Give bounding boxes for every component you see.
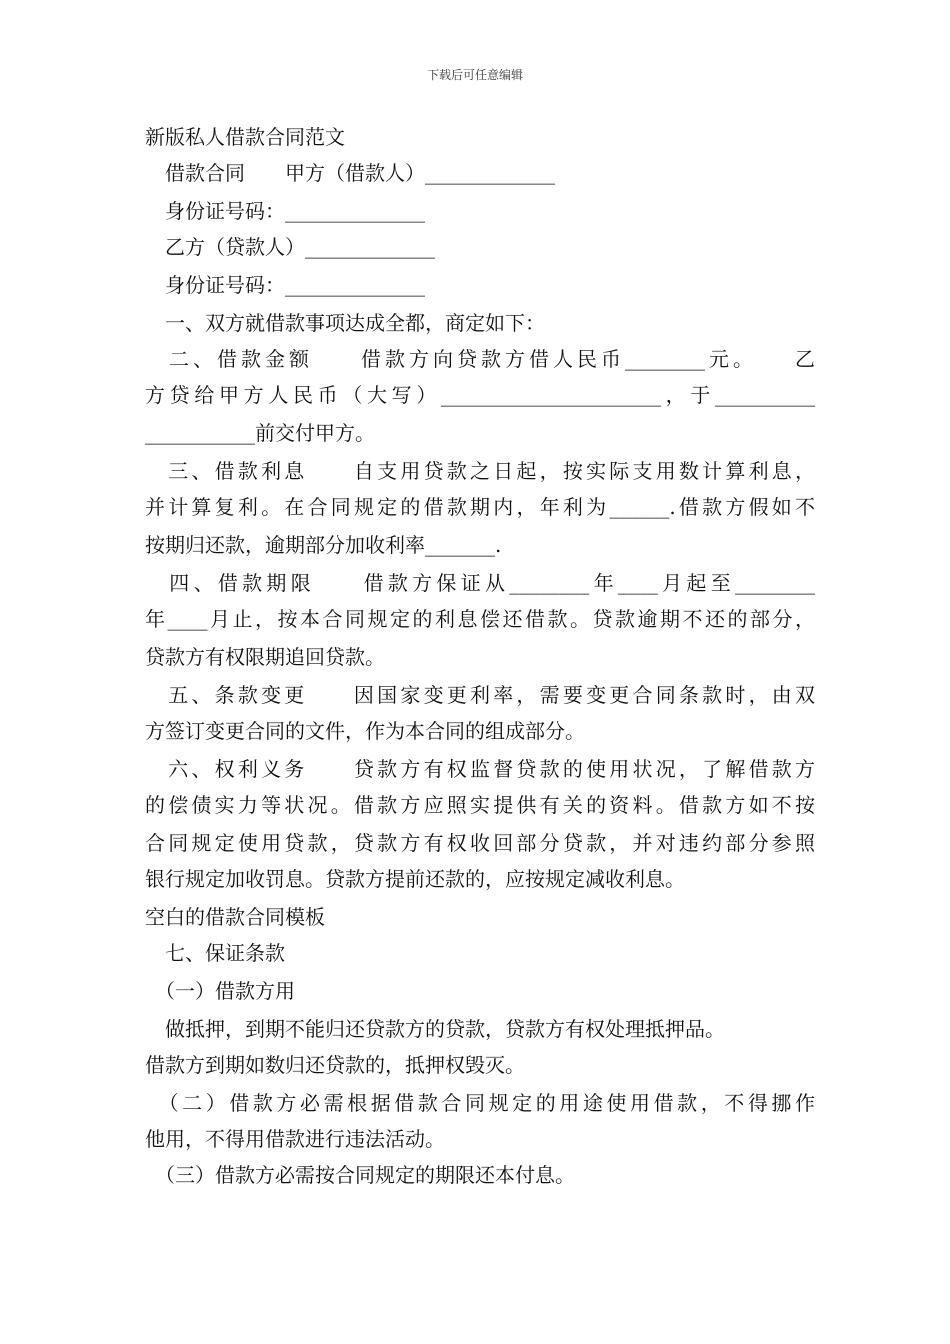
text-line: 身份证号码：______________ [145, 273, 425, 297]
text-line: 身份证号码：______________ [145, 199, 425, 223]
text-line: 七、保证条款 [145, 941, 285, 965]
text-line: （一）借款方用 [145, 979, 295, 1003]
text-line: 他用，不得用借款进行违法活动。 [145, 1127, 445, 1151]
text-line: 方贷给甲方人民币（大写）______________________，于__________ [145, 383, 815, 407]
text-line: 六、权利义务 贷款方有权监督贷款的使用状况，了解借款方 [145, 757, 815, 781]
text-line: 乙方（贷款人）_____________ [145, 235, 435, 259]
text-line: 合同规定使用贷款，贷款方有权收回部分贷款，并对违约部分参照 [145, 831, 815, 855]
text-line: 银行规定加收罚息。贷款方提前还款的，应按规定减收利息。 [145, 867, 685, 891]
text-line: 年____月止，按本合同规定的利息偿还借款。贷款逾期不还的部分， [145, 607, 815, 631]
page-header: 下载后可任意编辑 [426, 68, 523, 82]
text-line: 四、借款期限 借款方保证从________年____月起至________ [145, 571, 815, 595]
text-line: 一、双方就借款事项达成全都，商定如下： [145, 311, 545, 335]
text-line: 三、借款利息 自支用贷款之日起，按实际支用数计算利息， [145, 459, 815, 483]
text-line: 借款方到期如数归还贷款的，抵押权毁灭。 [145, 1053, 525, 1077]
document-title: 新版私人借款合同范文 [145, 125, 345, 149]
text-line: 做抵押，到期不能归还贷款方的贷款，贷款方有权处理抵押品。 [145, 1017, 725, 1041]
text-line: （二）借款方必需根据借款合同规定的用途使用借款，不得挪作 [145, 1091, 815, 1115]
text-line: 的偿债实力等状况。借款方应照实提供有关的资料。借款方如不按 [145, 793, 815, 817]
text-line: 按期归还款，逾期部分加收利率_______. [145, 533, 502, 557]
text-line: ___________前交付甲方。 [145, 421, 375, 445]
text-line: 并计算复利。在合同规定的借款期内，年利为______.借款方假如不 [145, 495, 815, 519]
text-line: 空白的借款合同模板 [145, 905, 325, 929]
text-line: 借款合同 甲方（借款人）_____________ [145, 161, 555, 185]
text-line: 贷款方有权限期追回贷款。 [145, 645, 385, 669]
text-line: 二、借款金额 借款方向贷款方借人民币________元。 乙 [145, 347, 815, 371]
text-line: 五、条款变更 因国家变更利率，需要变更合同条款时，由双 [145, 683, 815, 707]
text-line: 方签订变更合同的文件，作为本合同的组成部分。 [145, 719, 585, 743]
text-line: （三）借款方必需按合同规定的期限还本付息。 [145, 1163, 575, 1187]
